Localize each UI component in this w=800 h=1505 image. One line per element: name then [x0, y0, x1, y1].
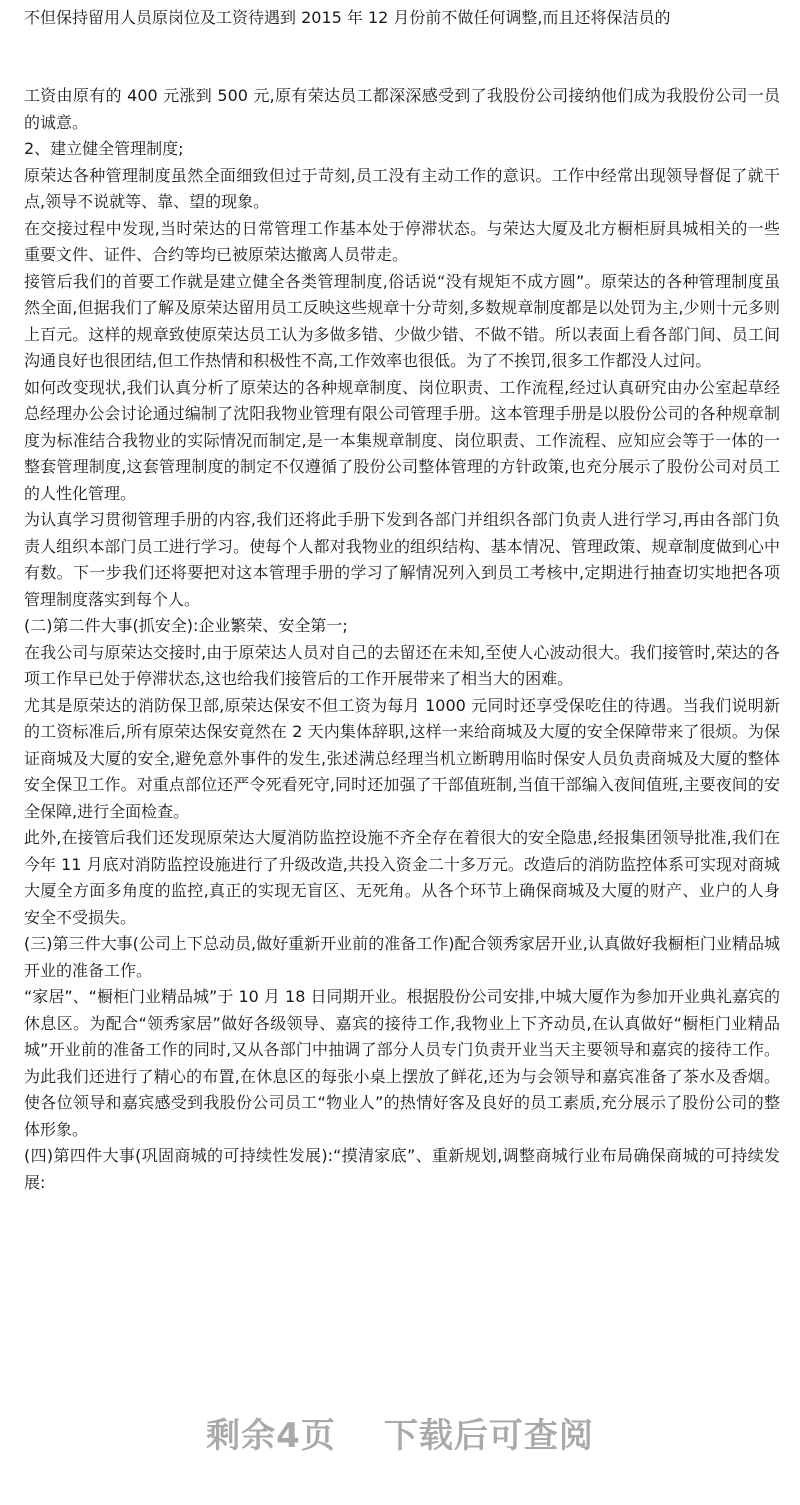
paragraph: 工资由原有的 400 元涨到 500 元,原有荣达员工都深深感受到了我股份公司接纳他们成为我股份公司一员的诚意。	[24, 86, 780, 132]
document-body	[24, 83, 780, 1196]
download-prompt-banner[interactable]	[0, 1402, 800, 1462]
paragraph: 在交接过程中发现,当时荣达的日常管理工作基本处于停滞状态。与荣达大厦及北方橱柜厨具城相关的一些重要文件、证件、合约等均已被原荣达撤离人员带走。	[24, 218, 780, 264]
paragraph: 如何改变现状,我们认真分析了原荣达的各种规章制度、岗位职责、工作流程,经过认真研究由办公室起草经总经理办公会讨论通过编制了沈阳我物业管理有限公司管理手册。这本管理手册是以股份公司的各种规章制度为标准结合我物业的实际情况而制定,是一本集规章制度、岗位职责、工作流程、应知应会等于一体的一整套管理制度,这套管理制度的制定不仅遵循了股份公司整体管理的方针政策,也充分展示了股份公司对员工的人性化管理。	[24, 377, 780, 503]
paragraph: 此外,在接管后我们还发现原荣达大厦消防监控设施不齐全存在着很大的安全隐患,经报集团领导批准,我们在今年 11 月底对消防监控设施进行了升级改造,共投入资金二十多万元。改造后的消防监控体系可实现对商城大厦全方面多角度的监控,真正的实现无盲区、无死角。从各个环节上确保商城及大厦的财产、业户的人身安全不受损失。	[24, 828, 780, 927]
paragraph: 接管后我们的首要工作就是建立健全各类管理制度,俗话说“没有规矩不成方圆”。原荣达的各种管理制度虽然全面,但据我们了解及原荣达留用员工反映这些规章十分苛刻,多数规章制度都是以处罚为主,少则十元多则上百元。这样的规章致使原荣达员工认为多做多错、少做少错、不做不错。所以表面上看各部门间、员工间沟通良好也很团结,但工作热情和积极性不高,工作效率也很低。为了不挨罚,很多工作都没人过问。	[24, 271, 780, 370]
download-to-view-label[interactable]: 下载后可查阅	[383, 1415, 594, 1456]
paragraph: 为认真学习贯彻管理手册的内容,我们还将此手册下发到各部门并组织各部门负责人进行学习,再由各部门负责人组织本部门员工进行学习。使每个人都对我物业的组织结构、基本情况、管理政策、规章制度做到心中有数。下一步我们还将要把对这本管理手册的学习了解情况列入到员工考核中,定期进行抽查切实地把各项管理制度落实到每个人。	[24, 510, 780, 609]
paragraph: (三)第三件大事(公司上下总动员,做好重新开业前的准备工作)配合领秀家居开业,认真做好我橱柜门业精品城开业的准备工作。	[24, 934, 780, 980]
paragraph: 尤其是原荣达的消防保卫部,原荣达保安不但工资为每月 1000 元同时还享受保吃住的待遇。当我们说明新的工资标准后,所有原荣达保安竟然在 2 天内集体辞职,这样一来给商城及大厦的安全保障带来了很烦。为保证商城及大厦的安全,避免意外事件的发生,张述满总经理当机立断聘用临时保安人员负责商城及大厦的整体安全保卫工作。对重点部位还严令死看死守,同时还加强了干部值班制,当值干部编入夜间值班,主要夜间的安全保障,进行全面检查。	[24, 695, 780, 821]
paragraph: 在我公司与原荣达交接时,由于原荣达人员对自己的去留还在未知,至使人心波动很大。我们接管时,荣达的各项工作早已处于停滞状态,这也给我们接管后的工作开展带来了相当大的困难。	[24, 642, 780, 688]
document-first-line: 不但保持留用人员原岗位及工资待遇到 2015 年 12 月份前不做任何调整,而且还将保洁员的	[24, 8, 671, 27]
paragraph: 2、建立健全管理制度;	[24, 139, 184, 158]
paragraph: (二)第二件大事(抓安全):企业繁荣、安全第一;	[24, 616, 348, 635]
paragraph: 原荣达各种管理制度虽然全面细致但过于苛刻,员工没有主动工作的意识。工作中经常出现领导督促了就干点,领导不说就等、靠、望的现象。	[24, 165, 780, 211]
paragraph: (四)第四件大事(巩固商城的可持续性发展):“摸清家底”、重新规划,调整商城行业布局确保商城的可持续发展:	[24, 1146, 780, 1192]
remaining-pages-label: 剩余4页	[206, 1415, 336, 1456]
paragraph: “家居”、“橱柜门业精品城”于 10 月 18 日同期开业。根据股份公司安排,中城大厦作为参加开业典礼嘉宾的休息区。为配合“领秀家居”做好各级领导、嘉宾的接待工作,我物业上下齐动员,在认真做好“橱柜门业精品城”开业前的准备工作的同时,又从各部门中抽调了部分人员专门负责开业当天主要领导和嘉宾的接待工作。为此我们还进行了精心的布置,在休息区的每张小桌上摆放了鲜花,还为与会领导和嘉宾准备了茶水及香烟。使各位领导和嘉宾感受到我股份公司员工“物业人”的热情好客及良好的员工素质,充分展示了股份公司的整体形象。	[24, 987, 780, 1139]
